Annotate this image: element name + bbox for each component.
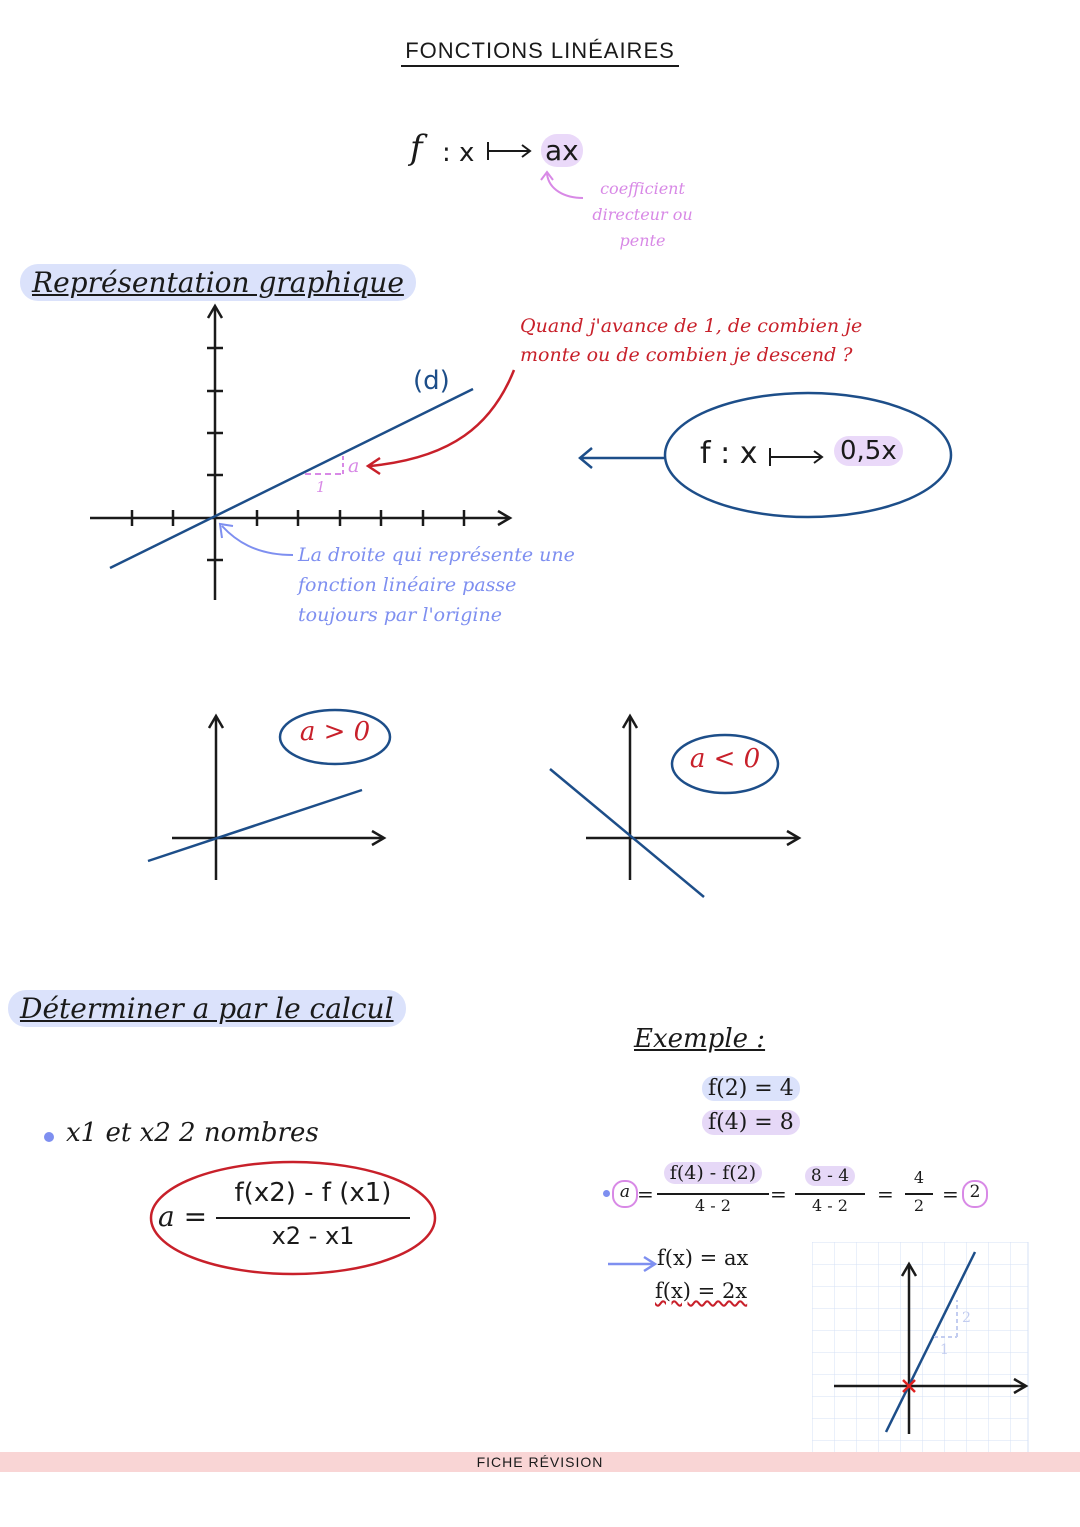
calc-den-3: 2 <box>913 1196 925 1215</box>
calc-num-3: 4 <box>913 1168 925 1187</box>
example-heading: Exemple : <box>634 1024 766 1054</box>
step-a-label: a <box>348 455 360 477</box>
result-arrow-icon <box>606 1254 658 1274</box>
grid-step-right-label: 1 <box>940 1342 949 1358</box>
calc-equals-4: = <box>942 1182 959 1206</box>
example-grid-graph <box>812 1242 1032 1457</box>
graph-negative-slope <box>540 705 810 905</box>
calc-a: a <box>612 1180 638 1208</box>
calc-result: 2 <box>962 1180 988 1208</box>
maps-to-arrow-icon <box>486 140 536 164</box>
coefficient-note: coefficient directeur ou pente <box>592 179 693 250</box>
section-heading-calcul: Déterminer a par le calcul <box>8 990 406 1027</box>
section-heading-graphique: Représentation graphique <box>20 264 416 301</box>
bullet-two-numbers: x1 et x2 2 nombres <box>66 1118 319 1148</box>
footer-text: FICHE RÉVISION <box>476 1454 604 1470</box>
line-d-label: (d) <box>413 366 450 396</box>
calc-equals-3: = <box>877 1182 894 1206</box>
example-function-rhs: 0,5x <box>834 436 903 466</box>
slope-question: Quand j'avance de 1, de combien je monte ou de combien je descend ? <box>520 315 863 366</box>
calc-bullet-dot <box>603 1190 610 1197</box>
step-1-label: 1 <box>316 478 326 496</box>
bullet-dot <box>44 1132 54 1142</box>
grid-step-up-label: 2 <box>962 1310 971 1326</box>
calc-bar-1 <box>657 1193 769 1195</box>
formula-denominator: x2 - x1 <box>271 1222 355 1250</box>
formula-lhs: a = <box>158 1200 208 1233</box>
formula-numerator: f(x2) - f (x1) <box>234 1178 392 1208</box>
calc-equals-2: = <box>770 1182 787 1206</box>
calc-bar-3 <box>905 1193 933 1195</box>
example-given-1: f(2) = 4 <box>702 1076 800 1101</box>
origin-arrow-icon <box>222 526 293 555</box>
definition-colon-x: : x <box>442 138 475 168</box>
example-function-lhs: f : x <box>700 436 758 471</box>
calc-den-2: 4 - 2 <box>812 1196 848 1215</box>
definition-ax: ax <box>541 134 583 167</box>
case-positive-label: a > 0 <box>299 717 371 747</box>
origin-note: La droite qui représente une fonction linéaire passe toujours par l'origine <box>298 544 575 626</box>
result-specific: f(x) = 2x <box>655 1279 748 1303</box>
calc-num-2: 8 - 4 <box>795 1166 865 1186</box>
definition-f: f <box>410 128 423 168</box>
example-given-2: f(4) = 8 <box>702 1110 800 1135</box>
calc-den-1: 4 - 2 <box>695 1196 731 1215</box>
page-title: FONCTIONS LINÉAIRES <box>0 38 1080 64</box>
calc-equals-1: = <box>637 1182 654 1206</box>
case-negative-label: a < 0 <box>689 744 761 774</box>
result-general: f(x) = ax <box>657 1246 749 1270</box>
calc-num-1: f(4) - f(2) <box>657 1162 769 1184</box>
calc-bar-2 <box>795 1193 865 1195</box>
